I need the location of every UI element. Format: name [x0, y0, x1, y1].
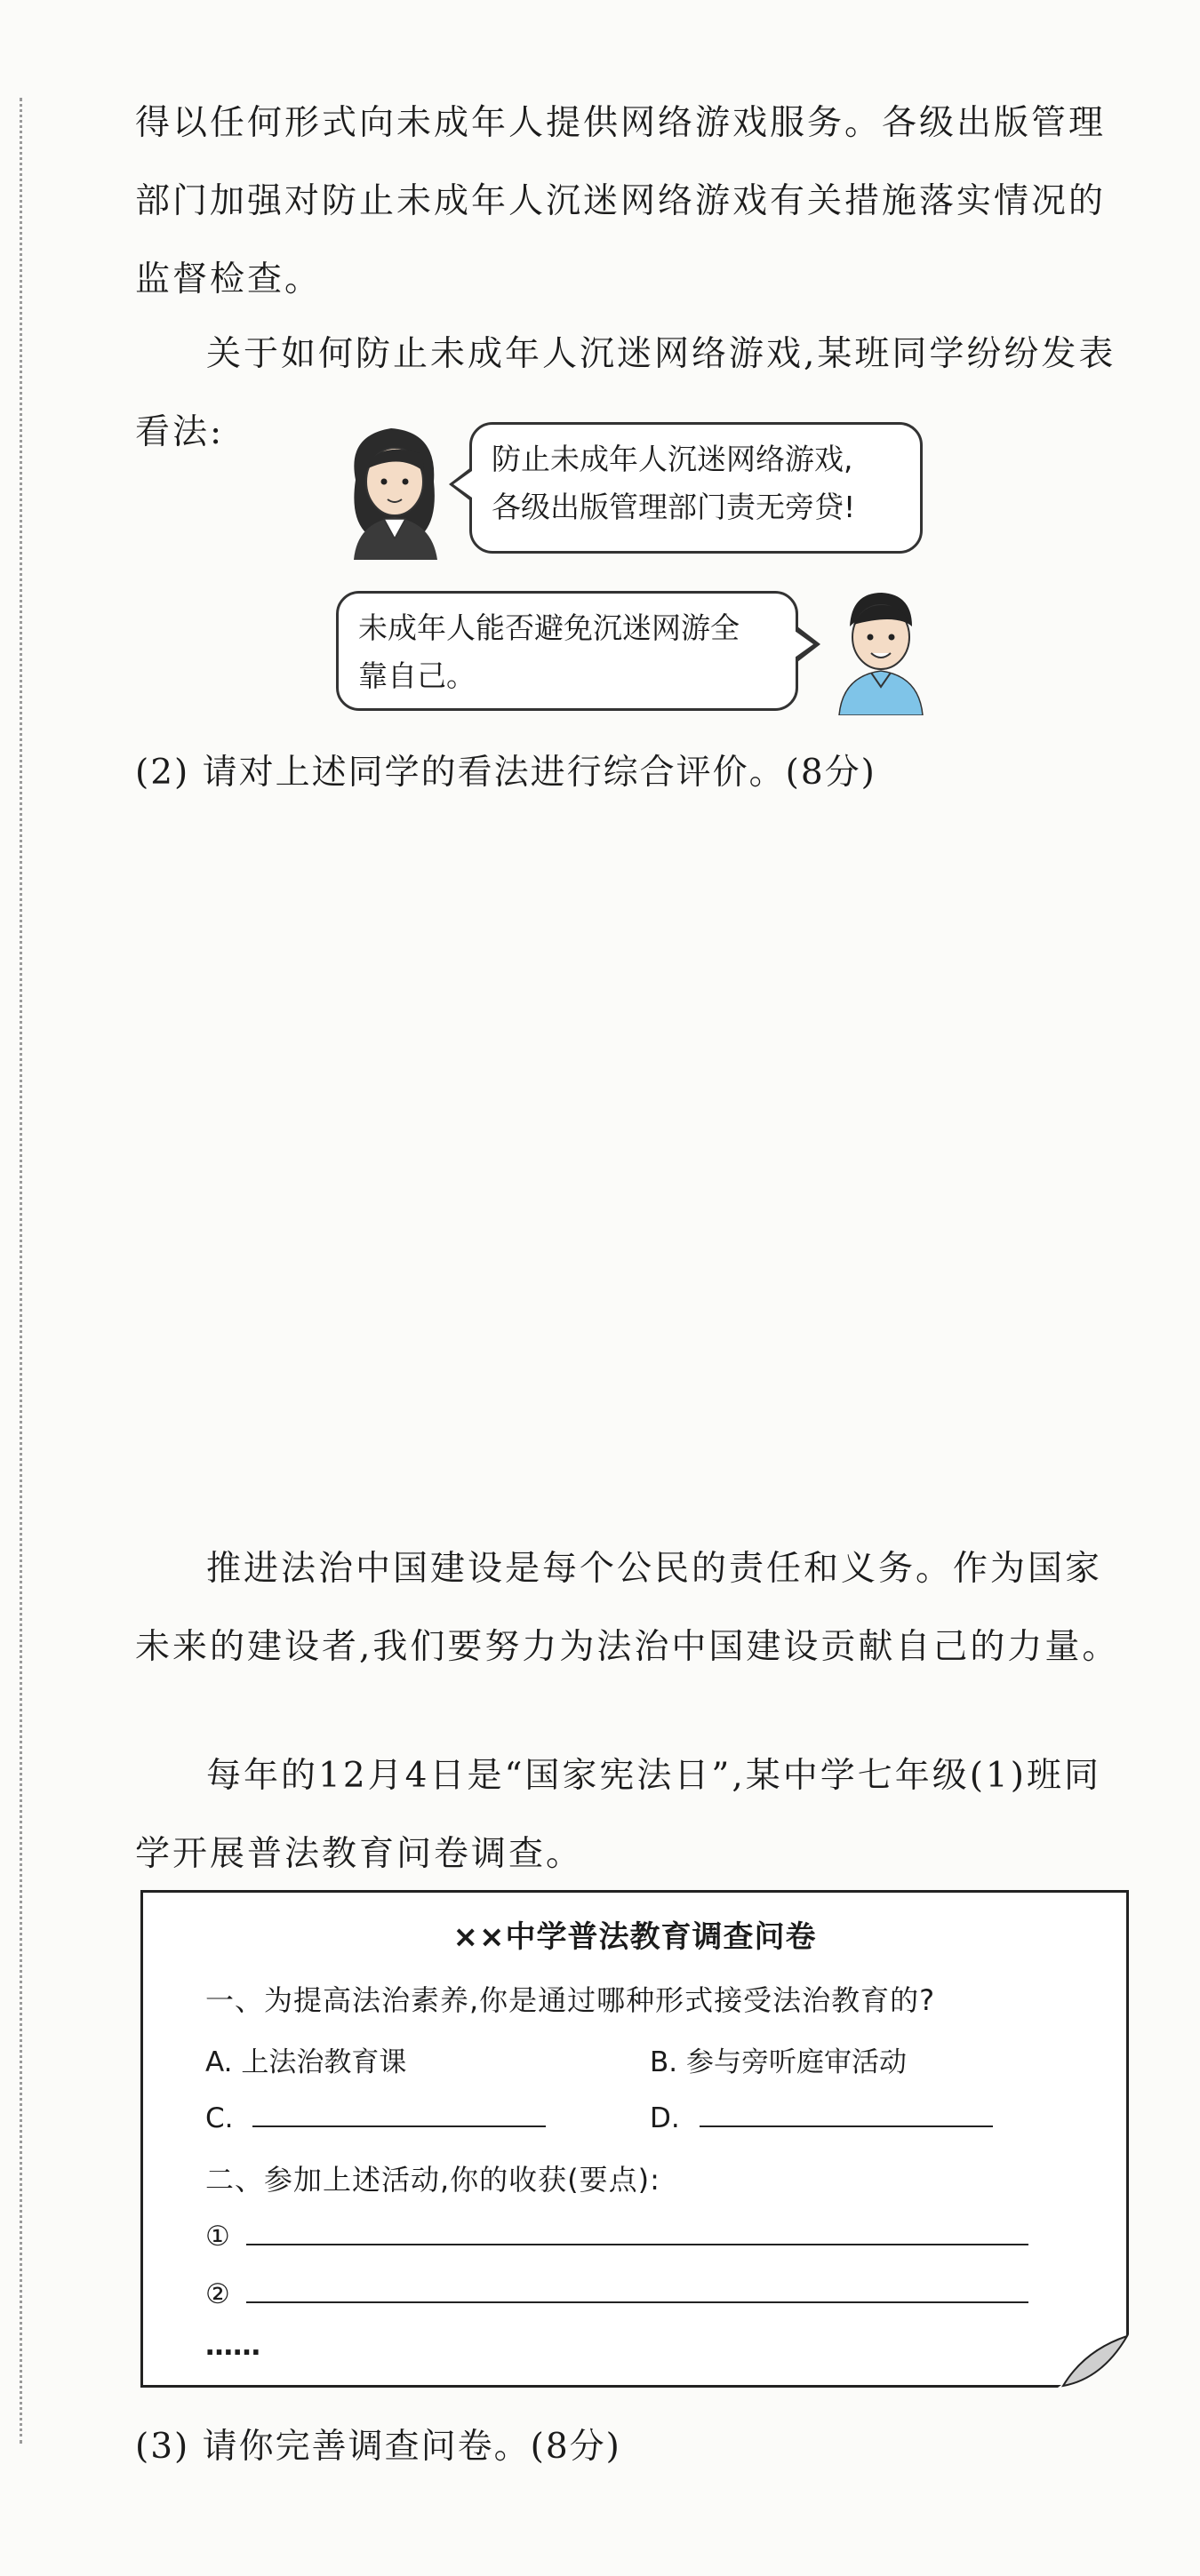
survey-option-a: A. 上法治教育课 [205, 2046, 407, 2078]
paragraph-constitution-day: 每年的12月4日是“国家宪法日”,某中学七年级(1)班同学开展普法教育问卷调查。 [135, 1756, 1101, 1874]
option-c-blank [252, 2097, 546, 2127]
survey-answer-line-1 [205, 2217, 1028, 2253]
survey-answer-line-2 [205, 2275, 1028, 2310]
paragraph-rule-of-law: 推进法治中国建设是每个公民的责任和义务。作为国家未来的建设者,我们要努力为法治中国建设贡献自己的力量。 [135, 1549, 1120, 1667]
survey-option-d-label: D. [650, 2102, 680, 2134]
boy-speech-line: 未成年人能否避免沉迷网游全 [358, 610, 740, 645]
survey-option-d [650, 2097, 993, 2134]
survey-title: ××中学普法教育调查问卷 [452, 1919, 817, 1955]
paragraph-regulation: 得以任何形式向未成年人提供网络游戏服务。各级出版管理部门加强对防止未成年人沉迷网络游戏有关措施落实情况的监督检查。 [135, 103, 1107, 299]
survey-option-b: B. 参与旁听庭审活动 [650, 2046, 907, 2078]
survey-question-2: 二、参加上述活动,你的收获(要点): [205, 2163, 660, 2197]
paragraph-opinions-intro: 关于如何防止未成年人沉迷网络游戏,某班同学纷纷发表看法: [135, 334, 1116, 452]
question-2: (2) 请对上述同学的看法进行综合评价。(8分) [135, 753, 876, 793]
answer-2-marker: ② [205, 2278, 230, 2310]
survey-option-c-label: C. [205, 2102, 234, 2134]
girl-speech-line: 各级出版管理部门责无旁贷! [492, 490, 856, 524]
boy-speech-bubble [336, 591, 798, 711]
binding-margin-line [20, 98, 22, 2444]
page-curl-icon [1058, 2334, 1129, 2388]
survey-questionnaire-box [140, 1890, 1129, 2388]
girl-speech-line: 防止未成年人沉迷网络游戏, [492, 442, 853, 476]
question-3: (3) 请你完善调查问卷。(8分) [135, 2427, 621, 2467]
girl-speech-bubble [469, 422, 923, 554]
answer-1-marker: ① [205, 2221, 230, 2253]
answer-2-blank [246, 2275, 1028, 2303]
survey-question-1: 一、为提高法治素养,你是通过哪种形式接受法治教育的? [205, 1983, 936, 2017]
bubble-tail-fill [795, 631, 813, 658]
survey-ellipsis: …… [205, 2330, 260, 2362]
survey-option-c [205, 2097, 546, 2134]
answer-1-blank [246, 2217, 1028, 2245]
bubble-tail-fill [453, 471, 472, 498]
girl-student-illustration [338, 418, 453, 560]
boy-student-illustration [827, 582, 933, 715]
boy-speech-line: 靠自己。 [358, 658, 476, 693]
option-d-blank [700, 2097, 993, 2127]
